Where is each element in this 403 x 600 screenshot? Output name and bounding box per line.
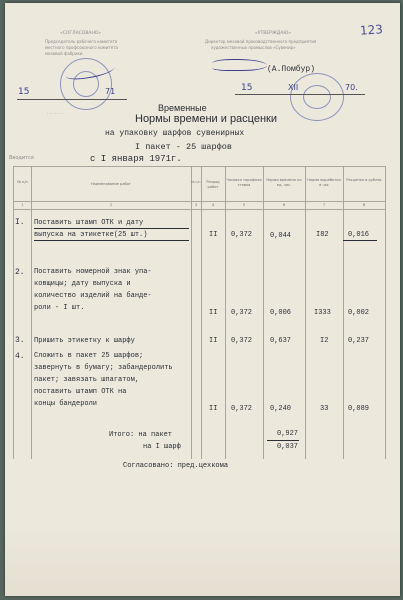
total-per-scarf-value: 0,037 <box>277 443 299 451</box>
right-header-line-2: художественных промыслов «Сувенир» <box>211 45 296 50</box>
row-4-grade: II <box>209 405 218 413</box>
right-signature-scribble <box>212 59 267 71</box>
paper-stain <box>5 523 400 596</box>
row-3-line-1: Пришить этикетку к шарфу <box>34 337 135 345</box>
row-3-time: 0,637 <box>270 337 292 345</box>
header-price: Расценка в рублях <box>346 178 382 182</box>
row-1-line-2: выпуска на этикетке(25 шт.) <box>34 231 148 239</box>
left-header-line-1: Председатель рабочего комитета <box>45 39 118 44</box>
row-3-num: 3. <box>15 336 25 345</box>
title-line-2: Нормы времени и расценки <box>135 113 278 125</box>
row-4-line-2: завернуть в бумагу; забандеролить <box>34 364 173 372</box>
row-3-price: 0,237 <box>348 337 370 345</box>
col-line-4 <box>225 166 226 459</box>
left-stamp-label: «СОГЛАСОВАНО» <box>60 31 102 36</box>
row-2-line-4: роли - I шт. <box>34 304 85 312</box>
right-stamp-label: «УТВЕРЖДАЮ» <box>255 31 291 36</box>
row-1-time: 0,044 <box>270 232 292 240</box>
col-line-5 <box>263 166 264 459</box>
header-work-name: Наименование работ <box>90 182 132 186</box>
row-4-output: 33 <box>320 405 329 413</box>
col-line-3 <box>201 166 202 459</box>
row-2-line-3: количество изделий на банде- <box>34 292 152 300</box>
left-date-day: 15 <box>18 87 30 97</box>
header-time-norm: Норма времени на ед. час. <box>266 178 302 187</box>
left-header-line-3: меховой фабрики <box>45 51 83 56</box>
right-header-line-1: Директор меховой производственного предприятия <box>205 39 317 44</box>
row-4-num: 4. <box>15 352 25 361</box>
row-4-time: 0,240 <box>270 405 292 413</box>
row-1-rate: 0,372 <box>231 231 253 239</box>
header-num: № п/п <box>17 180 28 184</box>
row-4-price: 0,089 <box>348 405 370 413</box>
left-date-year: 71 <box>105 87 116 96</box>
col-line-8 <box>385 166 386 459</box>
archive-number: 123 <box>359 22 384 38</box>
total-per-scarf-label: на I шарф <box>143 443 181 451</box>
left-stamp-small-1: · · · · · · · <box>47 111 64 116</box>
col-line-1 <box>31 166 32 459</box>
row-3-rate: 0,372 <box>231 337 253 345</box>
left-header-line-2: местного профсоюзного комитета <box>45 45 118 50</box>
total-per-pack-value: 0,927 <box>277 430 299 438</box>
row-1-num: I. <box>15 218 25 227</box>
right-round-stamp-inner <box>303 85 331 109</box>
col-line-6 <box>305 166 306 459</box>
row-1-underline-1 <box>34 228 189 229</box>
right-date-day: 15 <box>241 83 253 93</box>
row-3-grade: II <box>209 337 218 345</box>
effective-label: Вводится <box>9 155 34 161</box>
row-2-grade: II <box>209 309 218 317</box>
colnum-5: 5 <box>242 203 246 207</box>
colnum-4: 4 <box>211 203 215 207</box>
right-date-line <box>235 94 365 95</box>
colnum-2: 2 <box>109 203 113 207</box>
total-underline <box>267 440 299 441</box>
header-grade: Разряд работ <box>206 180 220 189</box>
header-num-2: № п/п <box>191 180 201 184</box>
row-2-output: I333 <box>314 309 331 317</box>
colnum-8: 8 <box>362 203 366 207</box>
row-2-line-2: ковщицы; дату выпуска и <box>34 280 131 288</box>
signature-name: (А.Помбур) <box>267 65 316 74</box>
colnum-3: 3 <box>194 203 198 207</box>
numbers-bottom-line <box>13 209 385 210</box>
header-output-norm: Норма выработки в час <box>307 178 341 187</box>
row-2-rate: 0,372 <box>231 309 253 317</box>
row-2-time: 0,006 <box>270 309 292 317</box>
header-rate: Часовая тарифная ставка <box>226 178 262 187</box>
title-line-4: I пакет - 25 шарфов <box>135 142 232 152</box>
row-1-underline-2 <box>34 240 189 241</box>
agreed-line: Согласовано: пред.цехкома <box>123 462 229 470</box>
row-4-line-3: пакет; завязать шпагатом, <box>34 376 140 384</box>
row-1-price: 0,016 <box>348 231 370 239</box>
right-date-year: 70. <box>345 83 358 92</box>
row-1-price-underline <box>343 240 377 241</box>
document-page <box>5 3 400 596</box>
total-per-pack-label: Итого: на пакет <box>109 431 173 439</box>
table-top-line <box>13 166 385 167</box>
row-4-rate: 0,372 <box>231 405 253 413</box>
effective-date: с I января 1971г. <box>90 154 182 164</box>
row-4-line-5: концы бандероли <box>34 400 98 408</box>
row-2-price: 0,002 <box>348 309 370 317</box>
left-date-line <box>17 99 127 100</box>
row-1-grade: II <box>209 231 218 239</box>
row-4-line-4: поставить штамп ОТК на <box>34 388 127 396</box>
colnum-1: 1 <box>21 203 24 207</box>
colnum-6: 6 <box>282 203 286 207</box>
row-4-line-1: Сложить в пакет 25 шарфов; <box>34 352 144 360</box>
title-line-3: на упаковку шарфов сувенирных <box>105 129 245 138</box>
row-2-num: 2. <box>15 268 25 277</box>
row-1-output: I82 <box>316 231 329 239</box>
right-date-month: XII <box>288 83 299 92</box>
row-1-line-1: Поставить штамп ОТК и дату <box>34 219 144 227</box>
header-bottom-line <box>13 201 385 202</box>
title-line-1: Временные <box>158 103 207 113</box>
row-3-output: I2 <box>320 337 329 345</box>
col-line-0 <box>13 166 14 459</box>
col-line-7 <box>343 166 344 459</box>
colnum-7: 7 <box>322 203 326 207</box>
col-line-2 <box>191 166 192 459</box>
row-2-line-1: Поставить номерной знак упа- <box>34 268 152 276</box>
